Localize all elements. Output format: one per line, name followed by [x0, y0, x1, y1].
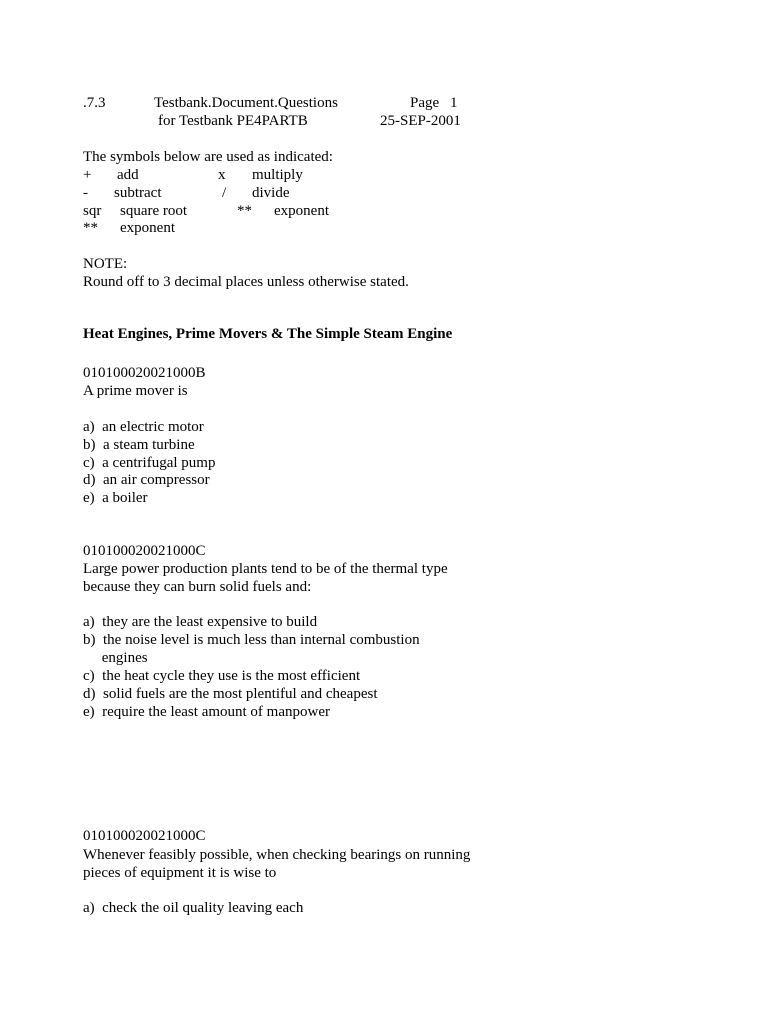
page-label: Page: [410, 95, 440, 111]
answer-option: e) a boiler: [83, 490, 148, 506]
answer-option: b) a steam turbine: [83, 437, 195, 453]
question-stem: pieces of equipment it is wise to: [83, 865, 277, 881]
question-id: 010100020021000C: [83, 543, 206, 559]
answer-option: a) check the oil quality leaving each: [83, 900, 304, 916]
document-title: Testbank.Document.Questions: [154, 95, 338, 111]
symbol-meaning: add: [117, 167, 139, 183]
answer-option: d) solid fuels are the most plentiful and cheapest: [83, 686, 378, 702]
question-id: 010100020021000C: [83, 828, 206, 844]
answer-option: c) the heat cycle they use is the most efficient: [83, 668, 361, 684]
symbol: +: [83, 167, 92, 183]
symbol: sqr: [83, 203, 102, 219]
document-subtitle: for Testbank PE4PARTB: [158, 113, 308, 129]
question-stem: A prime mover is: [83, 383, 188, 399]
question-stem: Large power production plants tend to be of the thermal type: [83, 561, 448, 577]
symbol: /: [222, 185, 227, 201]
note-label: NOTE:: [83, 256, 128, 272]
question-id: 010100020021000B: [83, 365, 206, 381]
symbol-meaning: exponent: [274, 203, 329, 219]
symbol-meaning: multiply: [252, 167, 303, 183]
symbol-meaning: exponent: [120, 220, 175, 236]
symbol-meaning: subtract: [114, 185, 162, 201]
answer-option: e) require the least amount of manpower: [83, 704, 330, 720]
note-text: Round off to 3 decimal places unless otherwise stated.: [83, 274, 409, 290]
document-date: 25-SEP-2001: [380, 113, 461, 129]
answer-option: d) an air compressor: [83, 472, 210, 488]
symbol: **: [83, 220, 98, 236]
symbols-intro: The symbols below are used as indicated:: [83, 149, 333, 165]
section-number: .7.3: [83, 95, 106, 111]
symbol: **: [237, 203, 252, 219]
section-heading: Heat Engines, Prime Movers & The Simple Steam Engine: [83, 326, 453, 342]
answer-option: a) an electric motor: [83, 419, 204, 435]
symbol: x: [218, 167, 226, 183]
answer-option: a) they are the least expensive to build: [83, 614, 318, 630]
question-stem: Whenever feasibly possible, when checking bearings on running: [83, 847, 471, 863]
symbol-meaning: divide: [252, 185, 290, 201]
symbol-meaning: square root: [120, 203, 188, 219]
answer-option: c) a centrifugal pump: [83, 455, 216, 471]
page-number: 1: [450, 95, 458, 111]
answer-option-continuation: engines: [83, 650, 148, 666]
answer-option: b) the noise level is much less than internal combustion: [83, 632, 420, 648]
question-stem: because they can burn solid fuels and:: [83, 579, 312, 595]
symbol: -: [83, 185, 88, 201]
